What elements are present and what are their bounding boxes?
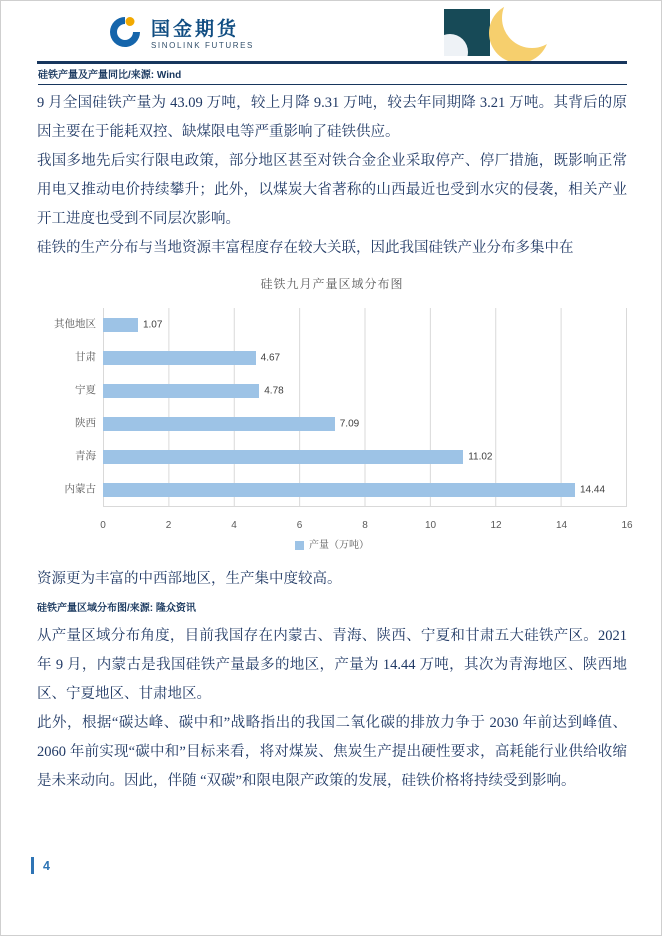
x-tick-label: 6 xyxy=(296,520,303,531)
chart-area xyxy=(103,308,627,507)
x-tick-label: 0 xyxy=(100,520,106,531)
bar-value-label: 1.07 xyxy=(142,319,163,330)
logo-swirl-icon xyxy=(107,14,143,55)
chart-plot xyxy=(37,308,627,507)
bar xyxy=(103,318,138,332)
document-body xyxy=(37,89,633,796)
x-tick-label: 12 xyxy=(490,520,502,531)
chart-legend xyxy=(37,531,627,560)
x-tick-label: 14 xyxy=(555,520,568,531)
x-tick-label: 2 xyxy=(165,520,172,531)
header-deco-square xyxy=(444,9,490,56)
bar-value-label: 4.67 xyxy=(260,352,281,363)
bar-value-label: 7.09 xyxy=(339,418,360,429)
paragraph-3: 硅铁的生产分布与当地资源丰富程度存在较大关联，因此我国硅铁产业分布多集中在 xyxy=(37,240,574,256)
paragraph-1: 9 月全国硅铁产量为 43.09 万吨，较上月降 9.31 万吨，较去年同期降 3.21 万吨。其背后的原因主要在于能耗双控、缺煤限电等严重影响了硅铁供应。 xyxy=(37,95,627,140)
chart-category-label: 陕西 xyxy=(75,417,96,429)
x-tick-label: 8 xyxy=(362,520,368,531)
bar-value-label: 11.02 xyxy=(468,451,493,462)
chart-category-label: 内蒙古 xyxy=(64,483,96,495)
header-deco-crescent xyxy=(489,3,549,63)
bar-row xyxy=(103,308,626,341)
bar xyxy=(103,351,256,365)
chart-ylabels xyxy=(37,308,103,507)
bar-row xyxy=(103,440,626,473)
bar xyxy=(103,384,259,398)
legend-swatch xyxy=(295,541,304,550)
chart-title: 硅铁九月产量区域分布图 xyxy=(260,277,404,291)
x-tick-label: 10 xyxy=(424,520,437,531)
paragraph-3-continued: 资源更为丰富的中西部地区，生产集中度较高。 xyxy=(37,571,342,587)
bar xyxy=(103,450,463,464)
bar-row xyxy=(103,374,626,407)
logo-name-cn: 国金期货 xyxy=(151,18,240,40)
paragraph-4: 从产量区域分布角度，目前我国存在内蒙古、青海、陕西、宁夏和甘肃五大硅铁产区。2021 年 9 月，内蒙古是我国硅铁产量最多的地区，产量为 14.44 万吨，其次为青海地区、陕西地区、宁夏地区、甘肃地区。 xyxy=(37,628,627,702)
chart-category-label: 其他地区 xyxy=(54,318,96,330)
footer-accent-bar xyxy=(31,857,34,874)
chart-category-label: 宁夏 xyxy=(75,384,96,396)
top-source-caption: 硅铁产量及产量同比/来源: Wind xyxy=(38,66,627,85)
chart-source-caption: 硅铁产量区域分布图/来源: 隆众资讯 xyxy=(37,603,196,614)
company-logo xyxy=(107,14,254,55)
page-footer xyxy=(31,857,50,874)
x-tick-label: 16 xyxy=(621,520,633,531)
bar xyxy=(103,417,335,431)
bar-value-label: 4.78 xyxy=(264,385,284,396)
header-deco-circle-cut xyxy=(444,34,468,56)
header-divider xyxy=(37,61,627,64)
bar-value-label: 14.44 xyxy=(580,484,606,495)
chart-category-label: 甘肃 xyxy=(75,351,96,363)
bar-row xyxy=(103,407,626,440)
logo-name-en: SINOLINK FUTURES xyxy=(151,40,254,50)
x-tick-label: 4 xyxy=(231,520,237,531)
page-number: 4 xyxy=(43,858,50,873)
chart-xaxis xyxy=(100,507,633,531)
paragraph-5: 此外，根据“碳达峰、碳中和”战略指出的我国二氧化碳的排放力争于 2030 年前达到峰值、2060 年前实现“碳中和”目标来看，将对煤炭、焦炭生产提出硬性要求，高耗能行业供给收缩是未来动向。因此，伴随 “双碳”和限电限产政策的发展，硅铁价格将持续受到影响。 xyxy=(37,715,627,789)
bar xyxy=(103,483,575,497)
bar-row xyxy=(103,341,626,374)
paragraph-2: 我国多地先后实行限电政策，部分地区甚至对铁合金企业采取停产、停厂措施，既影响正常用电又推动电价持续攀升；此外，以煤炭大省著称的山西最近也受到水灾的侵袭，相关产业开工进度也受到不同层次影响。 xyxy=(37,153,627,227)
production-region-bar-chart xyxy=(37,276,633,560)
legend-label: 产量（万吨） xyxy=(309,540,369,551)
bar-row xyxy=(103,473,626,506)
chart-category-label: 青海 xyxy=(75,450,96,462)
